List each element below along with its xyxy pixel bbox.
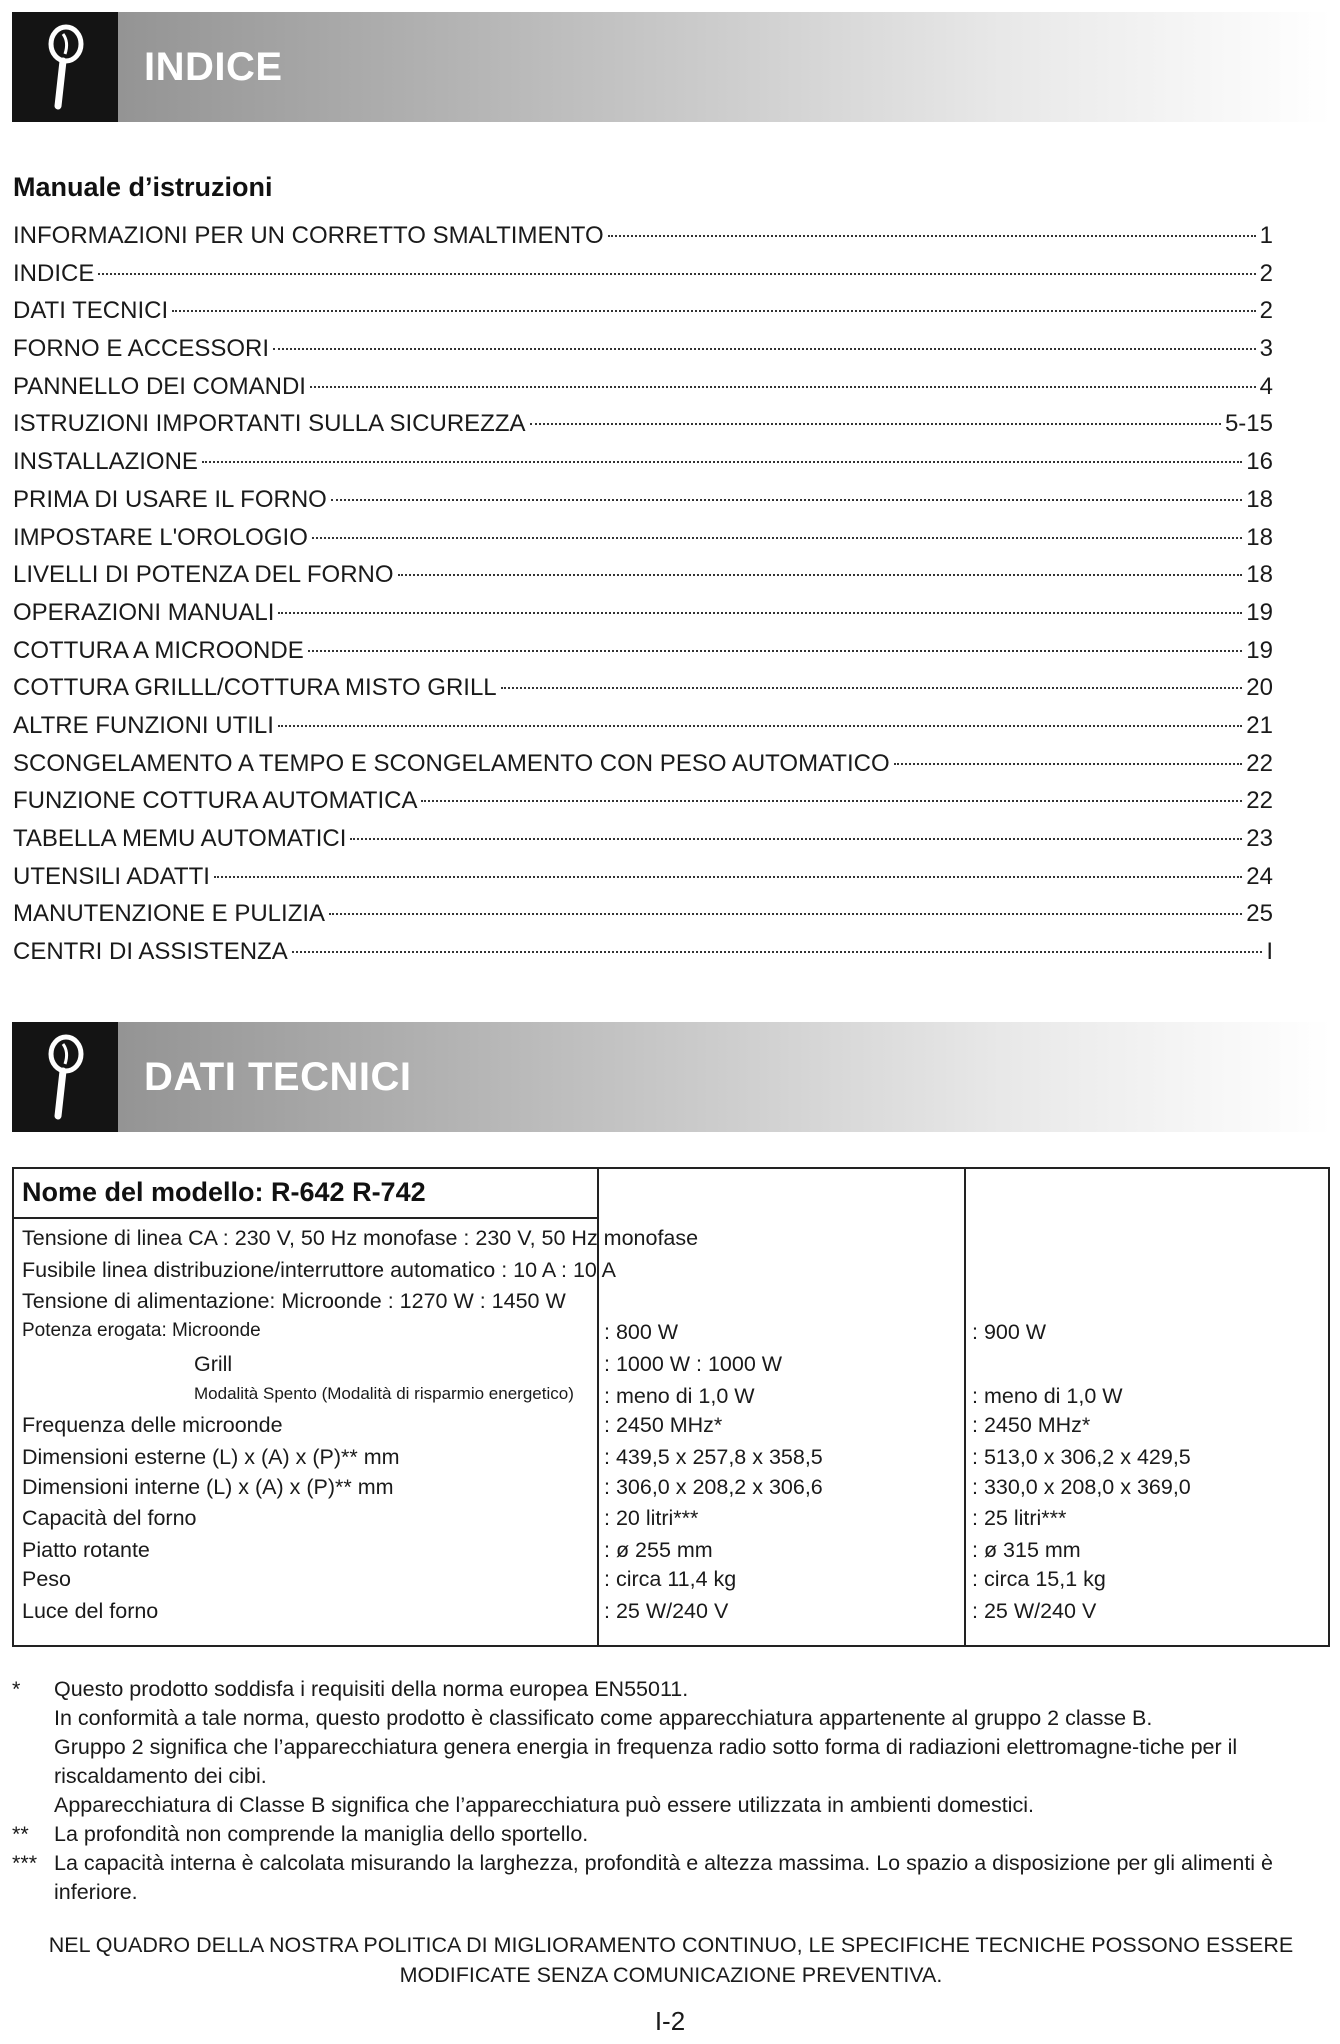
toc-leader-dots [278,725,1242,727]
spec-value-r742: : 2450 MHz* [972,1413,1091,1437]
page-number: I-2 [654,2006,686,2036]
toc-entry-page: 24 [1246,862,1273,890]
footnote-text: La profondità non comprende la maniglia dello sportello. [54,1822,589,1846]
spec-label: Dimensioni esterne (L) x (A) x (P)** mm [22,1445,400,1469]
policy-notice: NEL QUADRO DELLA NOSTRA POLITICA DI MIGLIORAMENTO CONTINUO, LE SPECIFICHE TECNICHE POSSONO ESSERE MODIFICATE SENZA COMUNICAZIONE PREVENTIVA. [48,1933,1294,1987]
spec-label: Dimensioni interne (L) x (A) x (P)** mm [22,1475,394,1499]
spec-value-r742: : 25 W/240 V [972,1599,1097,1623]
toc-entry [13,863,1273,901]
toc-entry [13,524,1273,562]
spec-value-r742: : 513,0 x 306,2 x 429,5 [972,1445,1191,1469]
spec-label: Peso [22,1567,72,1591]
toc-entry-title: MANUTENZIONE E PULIZIA [13,900,326,928]
toc-entry [13,938,1273,976]
toc-leader-dots [98,273,1255,275]
toc-entry-page: 3 [1259,335,1273,363]
toc-entry-title: ALTRE FUNZIONI UTILI [13,711,274,739]
spec-row [14,1475,1328,1507]
specs-table [12,1167,1330,1647]
spec-label: Frequenza delle microonde [22,1413,283,1437]
spoon-icon [39,1034,91,1120]
toc-entry [13,599,1273,637]
spec-row [14,1445,1328,1477]
toc-leader-dots [292,951,1263,953]
spec-label: Piatto rotante [22,1538,150,1562]
toc-entry-title: UTENSILI ADATTI [13,862,210,890]
toc-leader-dots [273,348,1256,350]
spec-value-r642: : 800 W [604,1320,679,1344]
spec-value-r742: : ø 315 mm [972,1538,1081,1562]
spec-value-r642: : ø 255 mm [604,1538,713,1562]
spec-row [14,1289,1328,1321]
banner-icon-box [12,12,118,122]
toc-entry-page: 22 [1246,749,1273,777]
spec-value-r642: : 1000 W : 1000 W [604,1352,783,1376]
spec-value-r642: : 20 litri*** [604,1506,699,1530]
spec-label: Tensione di alimentazione: Microonde : 1270 W : 1450 W [22,1289,566,1313]
toc-entry-title: DATI TECNICI [13,297,169,325]
toc-entry-page: 2 [1259,259,1273,287]
spec-row [14,1258,1328,1290]
spec-value-r642: : 439,5 x 257,8 x 358,5 [604,1445,823,1469]
section-banner-indice [12,12,1332,122]
spec-value-r742: : circa 15,1 kg [972,1567,1106,1591]
section-banner-dati-tecnici [12,1022,1332,1132]
spec-value-r742: : meno di 1,0 W [972,1384,1123,1408]
toc-entry-title: PANNELLO DEI COMANDI [13,372,306,400]
toc-entry-title: FUNZIONE COTTURA AUTOMATICA [13,787,418,815]
toc-entry [13,448,1273,486]
spec-row [14,1384,1328,1416]
footnote-1 [12,1675,1330,1820]
toc-entry-page: 1 [1259,222,1273,249]
spoon-icon [39,24,91,110]
toc-entry-title: CENTRI DI ASSISTENZA [13,938,288,966]
manual-heading: Manuale d’istruzioni [13,172,273,202]
spec-value-r742: : 330,0 x 208,0 x 369,0 [972,1475,1191,1499]
spec-label: Fusibile linea distribuzione/interruttore automatico : 10 A : 10 A [22,1258,616,1282]
toc-leader-dots [894,763,1243,765]
toc-entry [13,260,1273,298]
spec-label: Capacità del forno [22,1506,197,1530]
footnote-text: In conformità a tale norma, questo prodotto è classificato come apparecchiatura appartenente al gruppo 2 classe B. [54,1706,1153,1730]
spec-label: Potenza erogata: Microonde [22,1320,261,1341]
toc-entry-page: 18 [1246,485,1273,513]
spec-row [14,1567,1328,1599]
toc-entry [13,900,1273,938]
toc-entry-page: 2 [1259,297,1273,325]
spec-label: Modalità Spento (Modalità di risparmio energetico) [194,1384,574,1403]
toc-entry [13,674,1273,712]
toc-entry-title: INFORMAZIONI PER UN CORRETTO SMALTIMENTO [13,222,604,249]
toc-leader-dots [501,687,1243,689]
toc-entry-page: 20 [1246,674,1273,702]
toc-leader-dots [308,650,1243,652]
toc-entry-title: COTTURA GRILLL/COTTURA MISTO GRILL [13,674,497,702]
toc-leader-dots [398,574,1243,576]
toc-entry-title: OPERAZIONI MANUALI [13,598,275,626]
footnote-2 [12,1820,1330,1849]
footnote-marker: * [12,1677,21,1701]
toc-entry-page: 18 [1246,561,1273,589]
toc-entry [13,561,1273,599]
spec-row [14,1320,1328,1352]
spec-value-r642: : 2450 MHz* [604,1413,723,1437]
toc-entry [13,637,1273,675]
footnote-3 [12,1849,1330,1907]
toc-entry-page: 16 [1246,448,1273,476]
model-name: Nome del modello: R-642 R-742 [22,1177,426,1207]
footnote-marker: ** [12,1822,29,1846]
banner-icon-box [12,1022,118,1132]
toc-entry-page: 25 [1246,900,1273,928]
toc-leader-dots [530,423,1221,425]
toc-entry-page: 21 [1246,711,1273,739]
header-divider [14,1217,599,1219]
spec-row [14,1506,1328,1538]
footnote-text: Apparecchiatura di Classe B significa che l’apparecchiatura può essere utilizzata in ambienti domestici. [54,1793,1034,1817]
spec-row [14,1226,1328,1258]
footnote-text: La capacità interna è calcolata misurando la larghezza, profondità e altezza massima. Lo spazio a disposizione per gli alimenti è inferiore. [54,1851,1274,1904]
toc-entry-page: I [1266,938,1273,966]
spec-label: Tensione di linea CA : 230 V, 50 Hz monofase : 230 V, 50 Hz monofase [22,1226,699,1250]
spec-value-r642: : meno di 1,0 W [604,1384,755,1408]
toc-leader-dots [350,838,1242,840]
footnote-text: Questo prodotto soddisfa i requisiti della norma europea EN55011. [54,1677,689,1701]
toc-entry-page: 4 [1259,372,1273,400]
toc-entry-title: SCONGELAMENTO A TEMPO E SCONGELAMENTO CON PESO AUTOMATICO [13,749,890,777]
toc-entry-page: 23 [1246,825,1273,852]
toc-leader-dots [214,876,1242,878]
toc-entry [13,410,1273,448]
toc-entry-page: 19 [1246,636,1273,664]
spec-value-r642: : 25 W/240 V [604,1599,729,1623]
toc-leader-dots [310,386,1256,388]
toc-entry-title: INDICE [13,259,95,287]
toc-entry-title: INSTALLAZIONE [13,448,198,476]
toc-entry [13,486,1273,524]
spec-label: Luce del forno [22,1599,159,1623]
toc-leader-dots [172,310,1256,312]
toc-entry [13,712,1273,750]
spec-row [14,1352,1328,1384]
spec-value-r742: : 900 W [972,1320,1047,1344]
toc-entry-title: COTTURA A MICROONDE [13,636,304,664]
toc-leader-dots [202,461,1242,463]
table-of-contents [13,222,1273,976]
toc-entry [13,297,1273,335]
toc-entry-title: IMPOSTARE L'OROLOGIO [13,523,308,551]
toc-leader-dots [329,913,1242,915]
section-title-dati-tecnici: DATI TECNICI [144,1055,412,1099]
toc-leader-dots [278,612,1242,614]
toc-entry [13,373,1273,411]
toc-entry-page: 19 [1246,598,1273,626]
section-title-indice: INDICE [144,45,283,89]
toc-entry-page: 5-15 [1224,410,1273,438]
toc-entry [13,222,1273,260]
spec-row [14,1413,1328,1445]
toc-entry [13,750,1273,788]
toc-entry-title: ISTRUZIONI IMPORTANTI SULLA SICUREZZA [13,410,526,438]
spec-value-r742: : 25 litri*** [972,1506,1067,1530]
toc-entry [13,787,1273,825]
toc-entry-page: 18 [1246,523,1273,551]
toc-entry [13,335,1273,373]
spec-value-r642: : 306,0 x 208,2 x 306,6 [604,1475,823,1499]
toc-entry-title: LIVELLI DI POTENZA DEL FORNO [13,561,394,589]
footnotes [12,1675,1330,1907]
spec-row [14,1538,1328,1570]
toc-entry-title: FORNO E ACCESSORI [13,335,270,363]
toc-entry-title: TABELLA MEMU AUTOMATICI [13,825,347,852]
spec-label: Grill [194,1352,233,1376]
toc-leader-dots [312,537,1242,539]
toc-entry-title: PRIMA DI USARE IL FORNO [13,485,327,513]
toc-leader-dots [331,499,1242,501]
toc-entry-page: 22 [1246,787,1273,815]
toc-leader-dots [421,800,1242,802]
spec-row [14,1599,1328,1631]
spec-value-r642: : circa 11,4 kg [604,1567,737,1591]
toc-entry [13,825,1273,863]
toc-leader-dots [608,235,1256,237]
footnote-text: Gruppo 2 significa che l’apparecchiatura genera energia in frequenza radio sotto forma di radiazioni elettromagne-tiche per il riscaldamento dei cibi. [54,1735,1238,1788]
footnote-marker: *** [12,1851,38,1875]
